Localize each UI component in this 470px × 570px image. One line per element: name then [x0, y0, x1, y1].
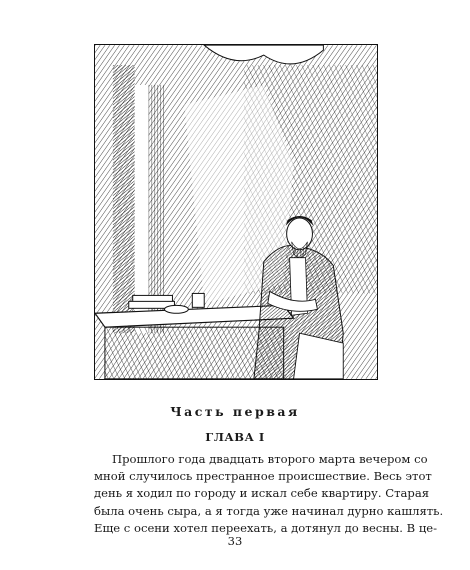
- body-line: день я ходил по городу и искал себе квартиру. Старая: [94, 486, 430, 501]
- chapter-body-text: [94, 451, 444, 537]
- man-head: [287, 218, 313, 250]
- plate: [165, 305, 189, 313]
- body-line: мной случилось престранное происшествие. Весь этот: [94, 469, 432, 484]
- part-title: Часть первая: [170, 404, 300, 419]
- door-frame-left: [113, 65, 135, 333]
- body-line: Еще с осени хотел переехать, а дотянул до весны. В це-: [94, 520, 438, 535]
- chapter-illustration: [94, 44, 378, 380]
- chapter-title: ГЛАВА I: [205, 430, 265, 444]
- body-line: Прошлого года двадцать второго марта вечером со: [112, 452, 428, 466]
- illustration-drawing: [95, 45, 377, 379]
- body-line: была очень сыра, а я тогда уже начинал дурно кашлять.: [94, 503, 444, 518]
- cup: [192, 293, 204, 307]
- page-number: 33: [227, 534, 243, 548]
